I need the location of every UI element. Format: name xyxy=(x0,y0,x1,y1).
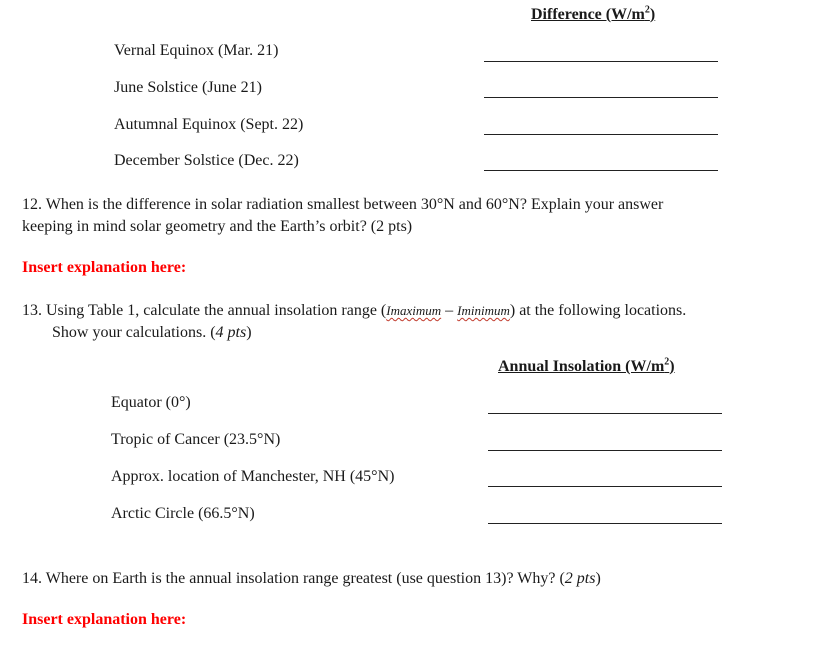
question-14-answer-prompt[interactable]: Insert explanation here: xyxy=(22,611,187,628)
difference-row-label-autumnal: Autumnal Equinox (Sept. 22) xyxy=(114,116,304,133)
difference-row-label-december: December Solstice (Dec. 22) xyxy=(114,152,299,169)
question-13-prefix: 13. Using Table 1, calculate the annual insolation range ( xyxy=(22,302,387,319)
insolation-answer-blank-equator[interactable] xyxy=(488,413,722,414)
difference-row-label-june: June Solstice (June 21) xyxy=(114,79,262,96)
difference-header-text: Difference (W/m xyxy=(531,6,645,23)
difference-answer-blank-autumnal[interactable] xyxy=(484,134,718,135)
insolation-row-label-tropic: Tropic of Cancer (23.5°N) xyxy=(111,431,281,448)
question-14-prefix: 14. Where on Earth is the annual insolation range greatest (use question 13)? Why? ( xyxy=(22,570,565,587)
insolation-table-header xyxy=(498,358,675,376)
question-12 xyxy=(22,194,663,238)
question-13-line2-suffix: ) xyxy=(246,324,252,341)
question-12-line-1: 12. When is the difference in solar radiation smallest between 30°N and 60°N? Explain your answer xyxy=(22,196,664,213)
difference-table-header xyxy=(531,6,655,24)
insolation-row-label-arctic: Arctic Circle (66.5°N) xyxy=(111,505,255,522)
difference-header-sup: 2 xyxy=(644,4,650,16)
question-13-suffix: ) at the following locations. xyxy=(509,302,687,319)
i-minimum-term: Iminimum xyxy=(457,303,510,318)
insolation-row-label-equator: Equator (0°) xyxy=(111,394,191,411)
insolation-header-suffix: ) xyxy=(669,358,675,375)
insolation-answer-blank-tropic[interactable] xyxy=(488,450,722,451)
insolation-header-sup: 2 xyxy=(664,356,670,368)
i-maximum-term: Imaximum xyxy=(386,303,442,318)
question-13 xyxy=(22,300,686,344)
difference-answer-blank-june[interactable] xyxy=(484,97,718,98)
difference-answer-blank-vernal[interactable] xyxy=(484,61,718,62)
difference-header-suffix: ) xyxy=(649,6,656,23)
question-14-points: 2 pts xyxy=(564,570,596,587)
question-12-answer-prompt[interactable]: Insert explanation here: xyxy=(22,259,187,276)
question-12-line-2: keeping in mind solar geometry and the Earth’s orbit? (2 pts) xyxy=(22,218,413,235)
question-13-line-1 xyxy=(22,300,686,322)
question-14-suffix: ) xyxy=(595,570,601,587)
insolation-answer-blank-arctic[interactable] xyxy=(488,523,722,524)
difference-answer-blank-december[interactable] xyxy=(484,170,718,171)
insolation-answer-blank-manchester[interactable] xyxy=(488,486,722,487)
difference-row-label-vernal: Vernal Equinox (Mar. 21) xyxy=(114,42,279,59)
insolation-row-label-manchester: Approx. location of Manchester, NH (45°N) xyxy=(111,468,395,485)
insolation-header-text: Annual Insolation (W/m xyxy=(498,358,665,375)
question-14 xyxy=(22,568,601,590)
question-13-points: 4 pts xyxy=(215,324,247,341)
minus-sign: – xyxy=(441,302,458,319)
question-13-line-2 xyxy=(22,322,686,344)
question-13-line2-prefix: Show your calculations. ( xyxy=(52,324,216,341)
